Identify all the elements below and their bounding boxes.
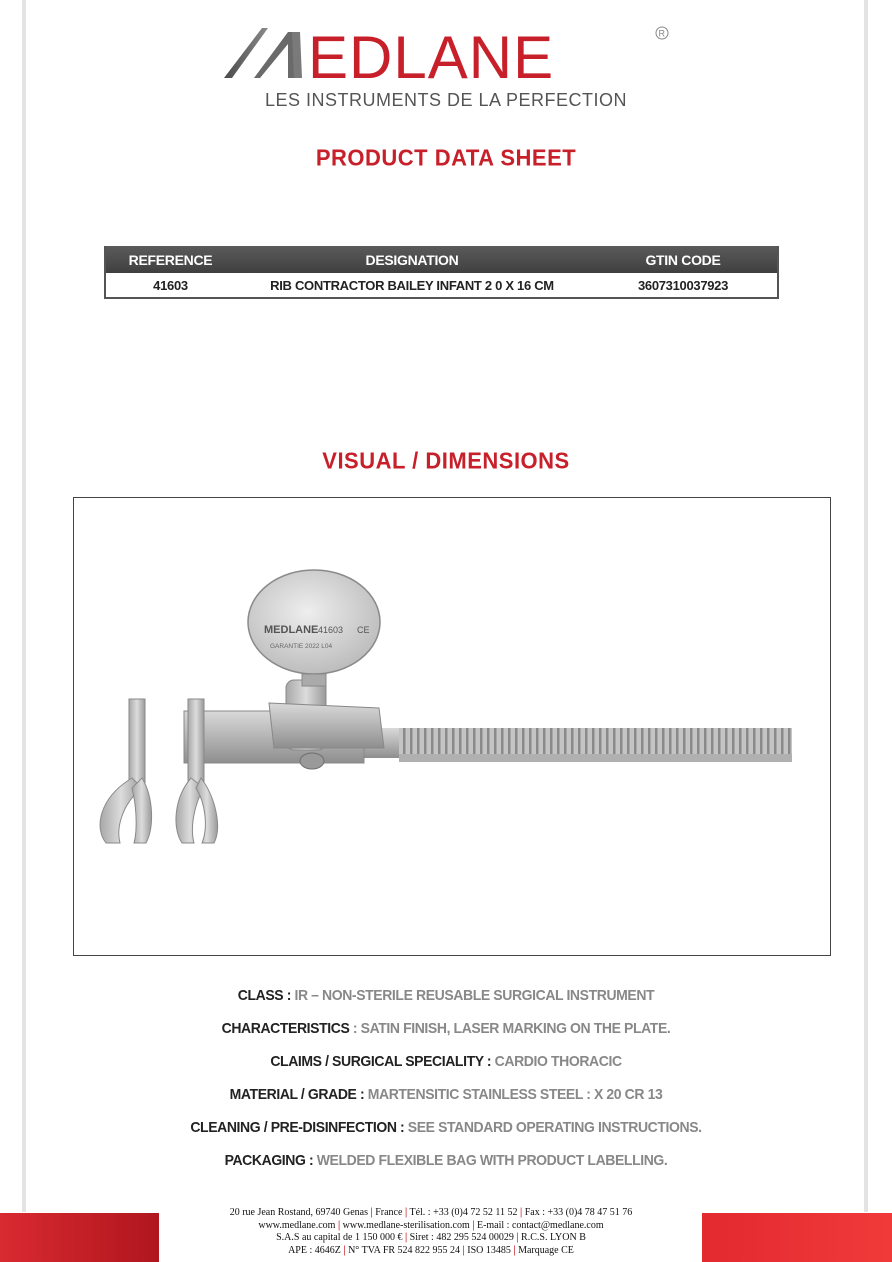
- footer-address-line: 20 rue Jean Rostand, 69740 Genas | France | Tél. : +33 (0)4 72 52 11 52 | Fax : +33 (0)4 78 47 51 76: [229, 1207, 633, 1218]
- plate-line2-text: GARANTIE 2022 L04: [270, 643, 333, 650]
- brand-tagline: LES INSTRUMENTS DE LA PERFECTION: [264, 90, 628, 110]
- sterilisation-website-link[interactable]: www.medlane-sterilisation.com: [342, 1219, 470, 1231]
- product-image-frame: [73, 497, 831, 956]
- spec-packaging: PACKAGING : WELDED FLEXIBLE BAG WITH PRODUCT LABELLING.: [224, 1151, 668, 1169]
- spec-class: CLASS : IR – NON-STERILE REUSABLE SURGICAL INSTRUMENT: [237, 986, 655, 1004]
- company-footer: [160, 1207, 702, 1257]
- plate-brand-text: MEDLANE: [264, 624, 319, 636]
- footer-registration-line: APE : 4646Z | N° TVA FR 524 822 955 24 | ISO 13485 | Marquage CE: [288, 1244, 574, 1256]
- rib-contractor-image: [74, 498, 830, 955]
- footer-web-line: www.medlane.com | www.medlane-sterilisation.com | E-mail : contact@medlane.com: [258, 1219, 604, 1231]
- website-link[interactable]: www.medlane.com: [258, 1219, 336, 1231]
- svg-text:EDLANE: EDLANE: [308, 24, 555, 84]
- product-specifications: [0, 982, 892, 1180]
- reference-table: [104, 246, 779, 299]
- cell-gtin-code: 3607310037923: [589, 273, 778, 298]
- visual-dimensions-title: VISUAL / DIMENSIONS: [322, 447, 570, 474]
- footer-red-bar-right: [702, 1213, 892, 1262]
- header-gtin-code: GTIN CODE: [589, 246, 778, 273]
- header-reference: REFERENCE: [105, 246, 235, 273]
- header-designation: DESIGNATION: [235, 246, 589, 273]
- spec-material: MATERIAL / GRADE : MARTENSITIC STAINLESS STEEL : X 20 CR 13: [229, 1085, 663, 1103]
- cell-reference: 41603: [105, 273, 235, 298]
- svg-text:R: R: [658, 28, 665, 39]
- footer-legal-line: S.A.S au capital de 1 150 000 € | Siret : 482 295 524 00029 | R.C.S. LYON B: [276, 1232, 586, 1243]
- footer-red-bar-left: [0, 1213, 159, 1262]
- table-header-row: [105, 246, 778, 273]
- spec-cleaning: CLEANING / PRE-DISINFECTION : SEE STANDARD OPERATING INSTRUCTIONS.: [190, 1118, 702, 1136]
- spec-claims: CLAIMS / SURGICAL SPECIALITY : CARDIO THORACIC: [270, 1052, 622, 1070]
- table-row: [105, 273, 778, 298]
- medlane-logo: [222, 22, 672, 84]
- email-link[interactable]: E-mail : contact@medlane.com: [476, 1219, 604, 1231]
- plate-reference-text: 41603: [318, 625, 344, 635]
- cell-designation: RIB CONTRACTOR BAILEY INFANT 2 0 X 16 CM: [235, 273, 589, 298]
- product-data-sheet-title: PRODUCT DATA SHEET: [315, 144, 577, 171]
- spec-characteristics: CHARACTERISTICS : SATIN FINISH, LASER MARKING ON THE PLATE.: [221, 1019, 671, 1037]
- plate-ce-text: CE: [357, 625, 370, 635]
